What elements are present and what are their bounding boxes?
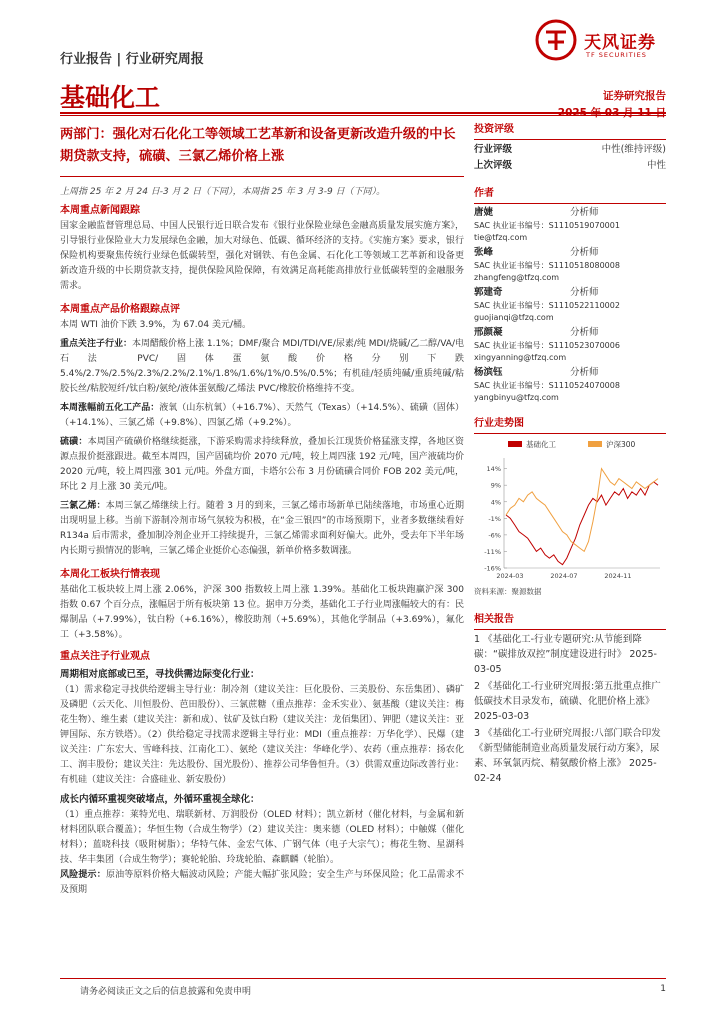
risk-text: 原油等原料价格大幅波动风险；产能大幅扩张风险；安全生产与环保风险；化工品需求不及预期 [60, 870, 464, 895]
rating-row [474, 158, 666, 174]
view2-heading: 成长内循环重视突破堵点，外循环重视全球化： [60, 794, 260, 805]
doc-type: 行业报告 | 行业研究周报 [60, 52, 204, 67]
analyst-sac: SAC 执业证书编号：S1110518080008 [474, 261, 620, 270]
logo-mark-icon [534, 18, 578, 62]
news-paragraph: 国家金融监督管理总局、中国人民银行近日联合发布《银行业保险业绿色金融高质量发展实施方案》，引导银行业保险业大力发展绿色金融，加大对绿色、低碳、循环经济的支持。《实施方案》要求，银行保险机构要聚焦传统行业绿色低碳转型，强化对钢铁、有色金属、石化化工等领域工艺革新和设备更新改造升级的中长期贷款支持，提供保险风险保障，有效满足高耗能高排放行业低碳转型的金融服务需求。 [60, 221, 464, 291]
section-view-title: 重点关注子行业观点 [60, 651, 150, 662]
brand-logo [534, 18, 674, 64]
top5-label: 本周涨幅前五化工产品： [60, 403, 160, 413]
analyst-name: 张峰 [474, 247, 494, 258]
section-news-title: 本周重点新闻跟踪 [60, 205, 140, 216]
y-tick-label: -11% [484, 547, 501, 556]
main-column [60, 124, 464, 898]
sulfur-label: 硫磺： [60, 437, 88, 447]
analyst-title: 分析师 [570, 327, 599, 338]
analyst-card [474, 326, 666, 364]
disclaimer: 请务必阅读正文之后的信息披露和免责申明 [80, 987, 252, 997]
rating-divider [474, 139, 666, 140]
view1-heading: 周期相对底部或已至，寻找供需边际变化行业： [60, 669, 260, 680]
header-divider [60, 112, 666, 114]
analyst-card [474, 246, 666, 284]
focus-paragraph [60, 337, 464, 397]
analyst-sac: SAC 执业证书编号：S1110523070006 [474, 341, 620, 350]
rating-value: 中性 [646, 160, 666, 171]
analyst-title: 分析师 [570, 207, 599, 218]
chart-source: 资料来源：聚源数据 [474, 587, 542, 596]
sidebar [474, 118, 666, 786]
report-headline: 两部门：强化对石化化工等领域工艺革新和设备更新改造升级的中长期贷款支持，硫磺、三氯乙烯价格上涨 [60, 127, 456, 164]
x-tick-label: 2024-03 [496, 572, 524, 580]
sector-paragraph: 基础化工板块较上周上涨 2.06%，沪深 300 指数较上周上涨 1.39%。基础化工板块跑赢沪深 300 指数 0.67 个百分点，涨幅居于所有板块第 13 位。据申万分类，基础化工子行业周涨幅较大的有：民爆制品（+7.99%），钛白粉（+6.16%），橡胶助剂（+5.69%），其他化学制品（+3.69%），氟化工（+3.58%）。 [60, 585, 464, 640]
sulfur-text: 本周国产硫磺价格继续挺涨，下游采购需求持续释放，叠加长江现货价格猛涨支撑，各地区资源点报价挺涨跟进。截至本周四，国产固硫均价 2070 元/吨，较上周四涨 192 元/吨，国产液硫均价 2020 元/吨，较上周四涨 301 元/吨。外盘方面，卡塔尔公布 3 月份硫磺合同价 FOB 202 美元/吨，环比 2 月上涨 30 美元/吨。 [60, 437, 464, 492]
analyst-email[interactable]: xingyanning@tfzq.com [474, 353, 567, 362]
footer-divider [60, 978, 666, 979]
legend-swatch [588, 441, 602, 447]
analyst-sac: SAC 执业证书编号：S1110519070001 [474, 221, 620, 230]
logo-text: 天风证券 [584, 33, 656, 53]
legend-label: 沪深300 [606, 440, 636, 449]
x-tick-label: 2024-07 [550, 572, 578, 580]
period-note: 上周指 25 年 2 月 24 日-3 月 2 日（下同），本周指 25 年 3 月 3-9 日（下同）。 [60, 187, 386, 197]
analyst-card [474, 286, 666, 324]
related-divider [474, 629, 666, 630]
analyst-sac: SAC 执业证书编号：S1110522110002 [474, 301, 620, 310]
top5-text: 液氧（山东杭氧）（+16.7%）、天然气（Texas）（+14.5%）、硫磺（固体）（+14.1%）、三氯乙烯（+9.8%）、四氯乙烯（+9.2%）。 [60, 403, 464, 428]
focus-label: 重点关注子行业： [60, 339, 133, 349]
trend-chart [474, 436, 666, 586]
analyst-card [474, 366, 666, 404]
analyst-email[interactable]: tie@tfzq.com [474, 233, 528, 242]
sector-title: 基础化工 [60, 83, 161, 112]
related-report-link[interactable]: 1 《基础化工-行业专题研究:从节能到降碳：“碳排放双控”制度建设进行时》 2025-03-05 [474, 634, 657, 675]
related-report-link[interactable]: 2 《基础化工-行业研究周报:第五批重点推广低碳技术目录发布，硫磺、化肥价格上涨》 2025-03-03 [474, 681, 661, 722]
risk-label: 风险提示： [60, 870, 106, 880]
view2-paragraph: （1）重点推荐：莱特光电、瑞联新材、万润股份（OLED 材料）；凯立新材（催化材料，与金属和新材料团队联合覆盖）；华恒生物（合成生物学）（2）建议关注：奥来德（OLED 材料）；中触媒（催化材料）；蓝晓科技（吸附树脂）；华特气体、金宏气体、广钢气体（电子大宗气）；梅花生物、星湖科技、华丰集团（合成生物学）；赛轮轮胎、玲珑轮胎、森麒麟（轮胎）。 [60, 810, 464, 865]
related-report-link[interactable]: 3 《基础化工-行业研究周报:八部门联合印发《新型储能制造业高质量发展行动方案》，尿素、环氧氯丙烷、精氨酸价格上涨》 2025-02-24 [474, 728, 661, 784]
analyst-name: 杨滨钰 [474, 367, 503, 378]
author-divider [474, 203, 666, 204]
y-tick-label: -16% [484, 564, 501, 573]
analyst-email[interactable]: guojianqi@tfzq.com [474, 313, 554, 322]
y-tick-label: 4% [490, 498, 501, 507]
trend-chart-svg [474, 436, 666, 586]
rating-key: 行业评级 [474, 144, 513, 155]
trend-heading: 行业走势图 [474, 418, 524, 429]
analyst-sac: SAC 执业证书编号：S1110524070008 [474, 381, 620, 390]
rating-key: 上次评级 [474, 160, 513, 171]
analyst-title: 分析师 [570, 367, 599, 378]
analyst-name: 郭建奇 [474, 287, 503, 298]
tce-label: 三氯乙烯： [60, 501, 106, 511]
author-heading: 作者 [474, 188, 494, 199]
header-divider-thin [60, 115, 666, 116]
section-price-title: 本周重点产品价格跟踪点评 [60, 304, 180, 315]
analyst-card [474, 206, 666, 244]
analyst-title: 分析师 [570, 287, 599, 298]
y-tick-label: -6% [488, 531, 501, 540]
y-tick-label: 9% [490, 481, 501, 490]
headline-divider [60, 176, 464, 177]
analyst-email[interactable]: yangbinyu@tfzq.com [474, 393, 559, 402]
trend-divider [474, 433, 666, 434]
analyst-title: 分析师 [570, 247, 599, 258]
focus-text: 本周醋酸价格上涨 1.1%；DMF/聚合 MDI/TDI/VE/尿素/纯 MDI/烧碱/乙二醇/VA/电石法 PVC/固体蛋氨酸价格分别下跌 5.4%/2.7%/2.5%/2.3%/2.2%/2.1%/1.8%/1.6%/1%/0.5%/0.5%；有机硅/轻质纯碱/重质纯碱/粘胶长丝/粘胶短纤/钛白粉/氨纶/液体蛋氨酸/乙烯法 PVC/橡胶价格维持不变。 [60, 339, 464, 394]
x-tick-label: 2024-11 [604, 572, 632, 580]
page-number: 1 [660, 984, 666, 994]
related-heading: 相关报告 [474, 614, 514, 625]
tce-paragraph [60, 499, 464, 559]
analyst-name: 邢颜凝 [474, 327, 503, 338]
rating-heading: 投资评级 [474, 124, 514, 135]
wti-paragraph: 本周 WTI 油价下跌 3.9%，为 67.04 美元/桶。 [60, 320, 252, 330]
analyst-name: 唐婕 [474, 207, 494, 218]
legend-label: 基础化工 [526, 440, 556, 449]
tce-text: 本周三氯乙烯继续上行。随着 3 月的到来，三氯乙烯市场新单已陆续落地，市场重心近期出现明显上移。当前下游制冷剂市场气氛较为积极，在“金三银四”的市场预期下，业者多数继续看好 R134a 后市需求，叠加制冷剂企业开工持续提升，三氯乙烯需求面利好偏大。此外，受去年下半年场内长期亏损情况的影响，三氯乙烯企业挺价心态偏强，新单价格多数调涨。 [60, 501, 464, 556]
logo-subtext: TF SECURITIES [586, 51, 647, 59]
rating-row [474, 142, 666, 158]
top5-paragraph [60, 401, 464, 431]
risk-paragraph [60, 868, 464, 898]
view1-paragraph: （1）需求稳定寻找供给逻辑主导行业：制冷剂（建议关注：巨化股份、三美股份、东岳集团）、磷矿及磷肥（云天化、川恒股份、芭田股份）、三氯蔗糖（重点推荐：金禾实业）、氨基酸（建议关注：梅花生物）、维生素（建议关注：新和成）、钛矿及钛白粉（建议关注：龙佰集团）、钾肥（建议关注：亚钾国际、东方铁塔）。（2）供给稳定寻找需求逻辑主导行业：MDI（重点推荐：万华化学）、民爆（建议关注：广东宏大、雪峰科技、江南化工）、氨纶（建议关注：华峰化学）、农药（重点推荐：扬农化工、润丰股份；建议关注：先达股份、国光股份）、推荐公司华鲁恒升。（3）供需双重边际改善行业：有机硅（建议关注：合盛硅业、新安股份） [60, 685, 464, 785]
section-sector-title: 本周化工板块行情表现 [60, 569, 160, 580]
y-tick-label: 14% [486, 465, 501, 474]
sulfur-paragraph [60, 435, 464, 495]
y-tick-label: -1% [488, 514, 501, 523]
legend-swatch [508, 441, 522, 447]
rating-value: 中性(维持评级) [601, 144, 666, 155]
report-kind: 证券研究报告 [603, 90, 666, 102]
analyst-email[interactable]: zhangfeng@tfzq.com [474, 273, 560, 282]
